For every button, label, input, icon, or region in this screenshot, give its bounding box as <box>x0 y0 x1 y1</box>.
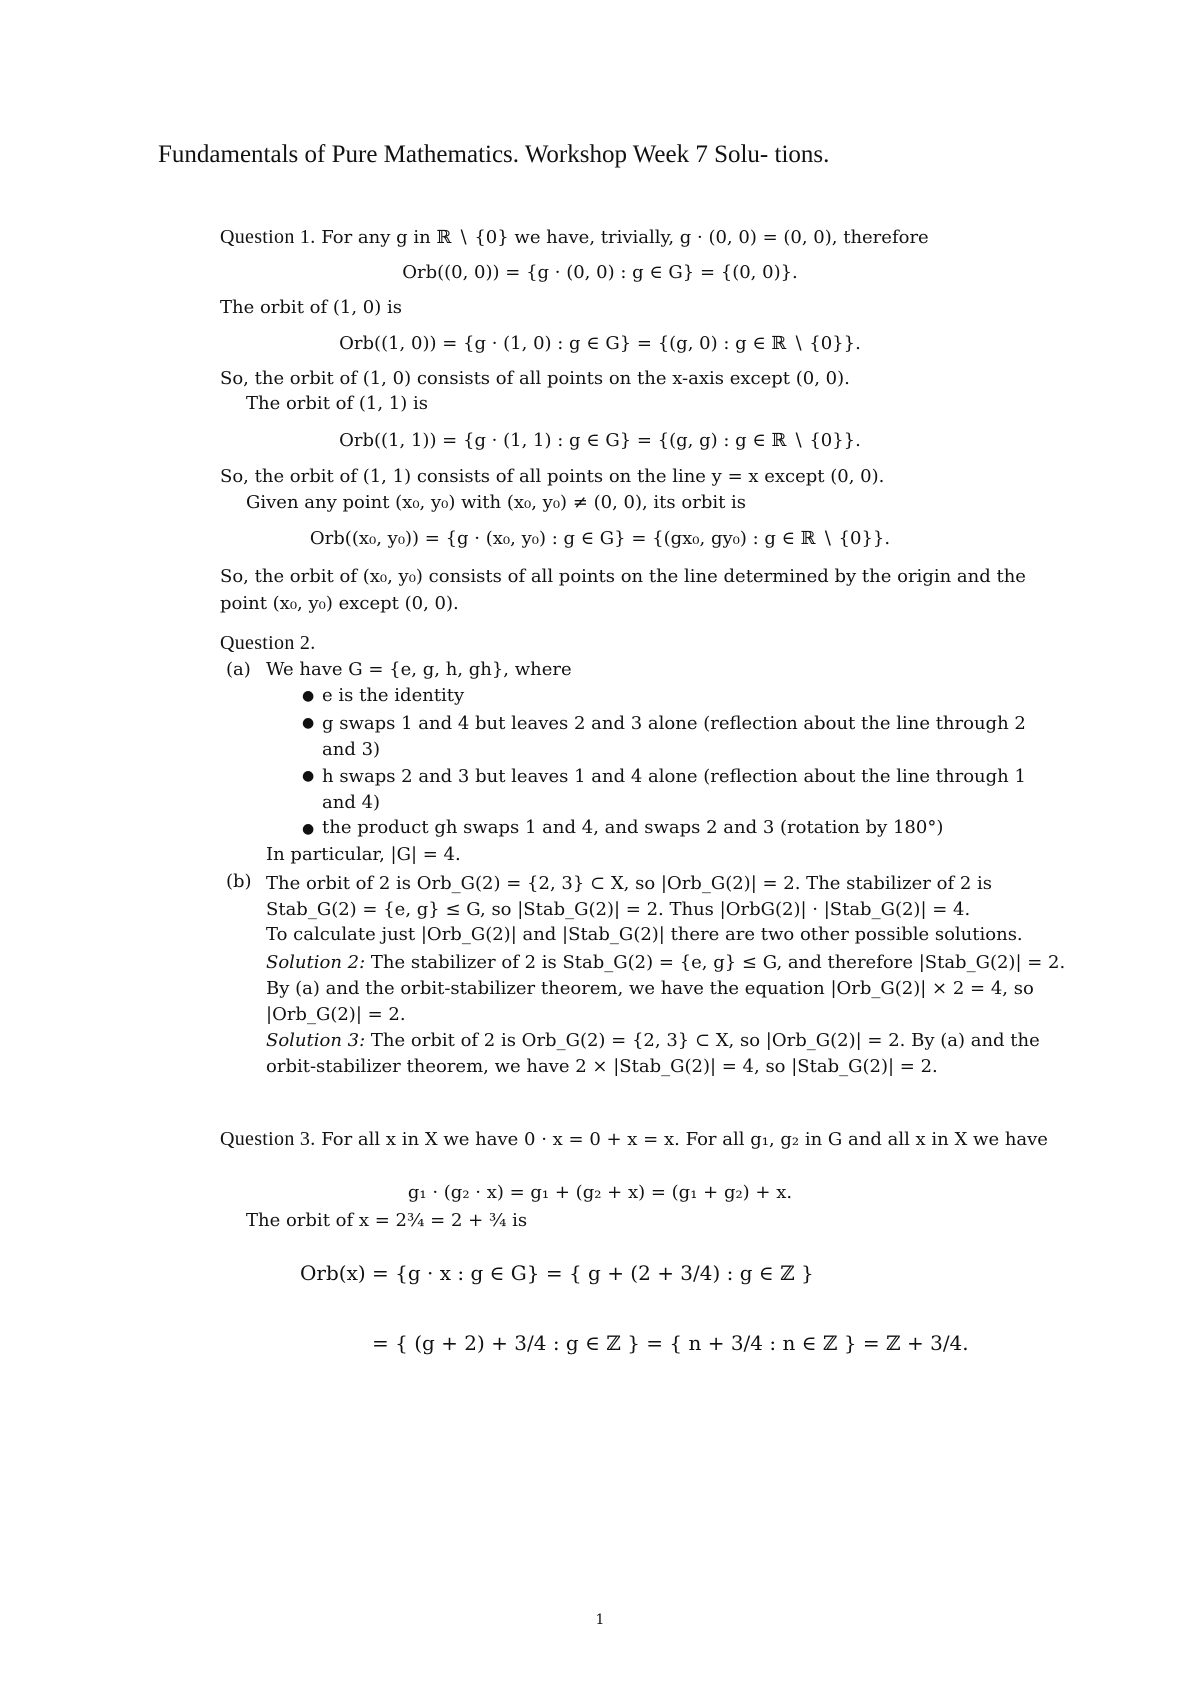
q1-so10: So, the orbit of (1, 0) consists of all points on the x-axis except (0, 0). <box>220 368 850 389</box>
solution-3-text: The orbit of 2 is Orb_G(2) = {2, 3} ⊂ X, so |Orb_G(2)| = 2. By (a) and the orbit-stabilizer theorem, we have 2 × |Stab_G(2)| = 4, so |Stab_G(2)| = 2. <box>266 1030 1040 1077</box>
q2-b-text: The orbit of 2 is Orb_G(2) = {2, 3} ⊂ X, so |Orb_G(2)| = 2. The stabilizer of 2 is Stab_G(2) = {e, g} ≤ G, so |Stab_G(2)| = 2. Thus |OrbG(2)| · |Stab_G(2)| = 4. <box>266 873 993 920</box>
q2-a-intro: We have G = {e, g, h, gh}, where <box>266 659 572 680</box>
q1-label: Question 1. <box>220 226 316 248</box>
q2-solution-2 <box>266 950 1066 1028</box>
q2-bullet-1: e is the identity <box>322 685 465 706</box>
q1-so-general: So, the orbit of (x₀, y₀) consists of all points on the line determined by the origin and the point (x₀, y₀) except (0, 0). <box>220 566 1026 614</box>
q1-so11: So, the orbit of (1, 1) consists of all points on the line y = x except (0, 0). <box>220 466 885 487</box>
q3-eq1: g₁ · (g₂ · x) = g₁ + (g₂ + x) = (g₁ + g₂) + x. <box>407 1182 793 1203</box>
q1-intro: For any g in ℝ ∖ {0} we have, trivially, g · (0, 0) = (0, 0), therefore <box>321 227 929 248</box>
q1-eq2: Orb((1, 0)) = {g · (1, 0) : g ∈ G} = {(g, 0) : g ∈ ℝ ∖ {0}}. <box>339 333 861 354</box>
solution-2-label: Solution 2: <box>266 952 366 973</box>
q2-label: Question 2. <box>220 632 316 654</box>
q1-orbit10: The orbit of (1, 0) is <box>220 297 402 318</box>
q2-b-other: To calculate just |Orb_G(2)| and |Stab_G(2)| there are two other possible solutions. <box>266 924 1023 945</box>
q1-eq1: Orb((0, 0)) = {g · (0, 0) : g ∈ G} = {(0, 0)}. <box>402 262 798 283</box>
q1-given: Given any point (x₀, y₀) with (x₀, y₀) ≠ (0, 0), its orbit is <box>246 492 747 513</box>
q1-intro-line <box>220 226 929 249</box>
bullet-icon: ● <box>302 688 315 704</box>
bullet-icon: ● <box>302 768 315 784</box>
q3-intro: For all x in X we have 0 · x = 0 + x = x. For all g₁, g₂ in G and all x in X we have <box>321 1129 1048 1150</box>
document-title: Fundamentals of Pure Mathematics. Workshop Week 7 Solu- tions. <box>158 141 830 168</box>
q3-eq3: = { (g + 2) + 3/4 : g ∈ ℤ } = { n + 3/4 : n ∈ ℤ } = ℤ + 3/4. <box>372 1331 969 1355</box>
q2-b-marker: (b) <box>226 871 252 892</box>
q3-orbit-intro: The orbit of x = 2¾ = 2 + ¾ is <box>246 1210 528 1231</box>
q1-eq4: Orb((x₀, y₀)) = {g · (x₀, y₀) : g ∈ G} = {(gx₀, gy₀) : g ∈ ℝ ∖ {0}}. <box>309 528 891 549</box>
solution-3-label: Solution 3: <box>266 1030 366 1051</box>
q3-intro-block <box>220 1126 1066 1153</box>
q2-bullet-4: the product gh swaps 1 and 4, and swaps 2 and 3 (rotation by 180°) <box>322 817 944 838</box>
q3-label: Question 3. <box>220 1128 316 1150</box>
q2-a-conclusion: In particular, |G| = 4. <box>266 844 461 865</box>
q2-bullet-2: g swaps 1 and 4 but leaves 2 and 3 alone (reflection about the line through 2 and 3) <box>322 713 1026 760</box>
q2-solution-3 <box>266 1028 1066 1080</box>
page-number: 1 <box>595 1612 605 1628</box>
q2-bullet-3: h swaps 2 and 3 but leaves 1 and 4 alone (reflection about the line through 1 and 4) <box>322 766 1026 813</box>
q1-eq3: Orb((1, 1)) = {g · (1, 1) : g ∈ G} = {(g, g) : g ∈ ℝ ∖ {0}}. <box>339 430 861 451</box>
q3-eq2: Orb(x) = {g · x : g ∈ G} = { g + (2 + 3/4) : g ∈ ℤ } <box>300 1261 814 1285</box>
bullet-icon: ● <box>302 821 315 837</box>
q1-orbit11: The orbit of (1, 1) is <box>246 393 428 414</box>
bullet-icon: ● <box>302 715 315 731</box>
solution-2-text: The stabilizer of 2 is Stab_G(2) = {e, g} ≤ G, and therefore |Stab_G(2)| = 2. By (a) and the orbit-stabilizer theorem, we have the equation |Orb_G(2)| × 2 = 4, so |Orb_G(2)| = 2. <box>266 952 1066 1025</box>
q2-a-marker: (a) <box>226 659 251 680</box>
